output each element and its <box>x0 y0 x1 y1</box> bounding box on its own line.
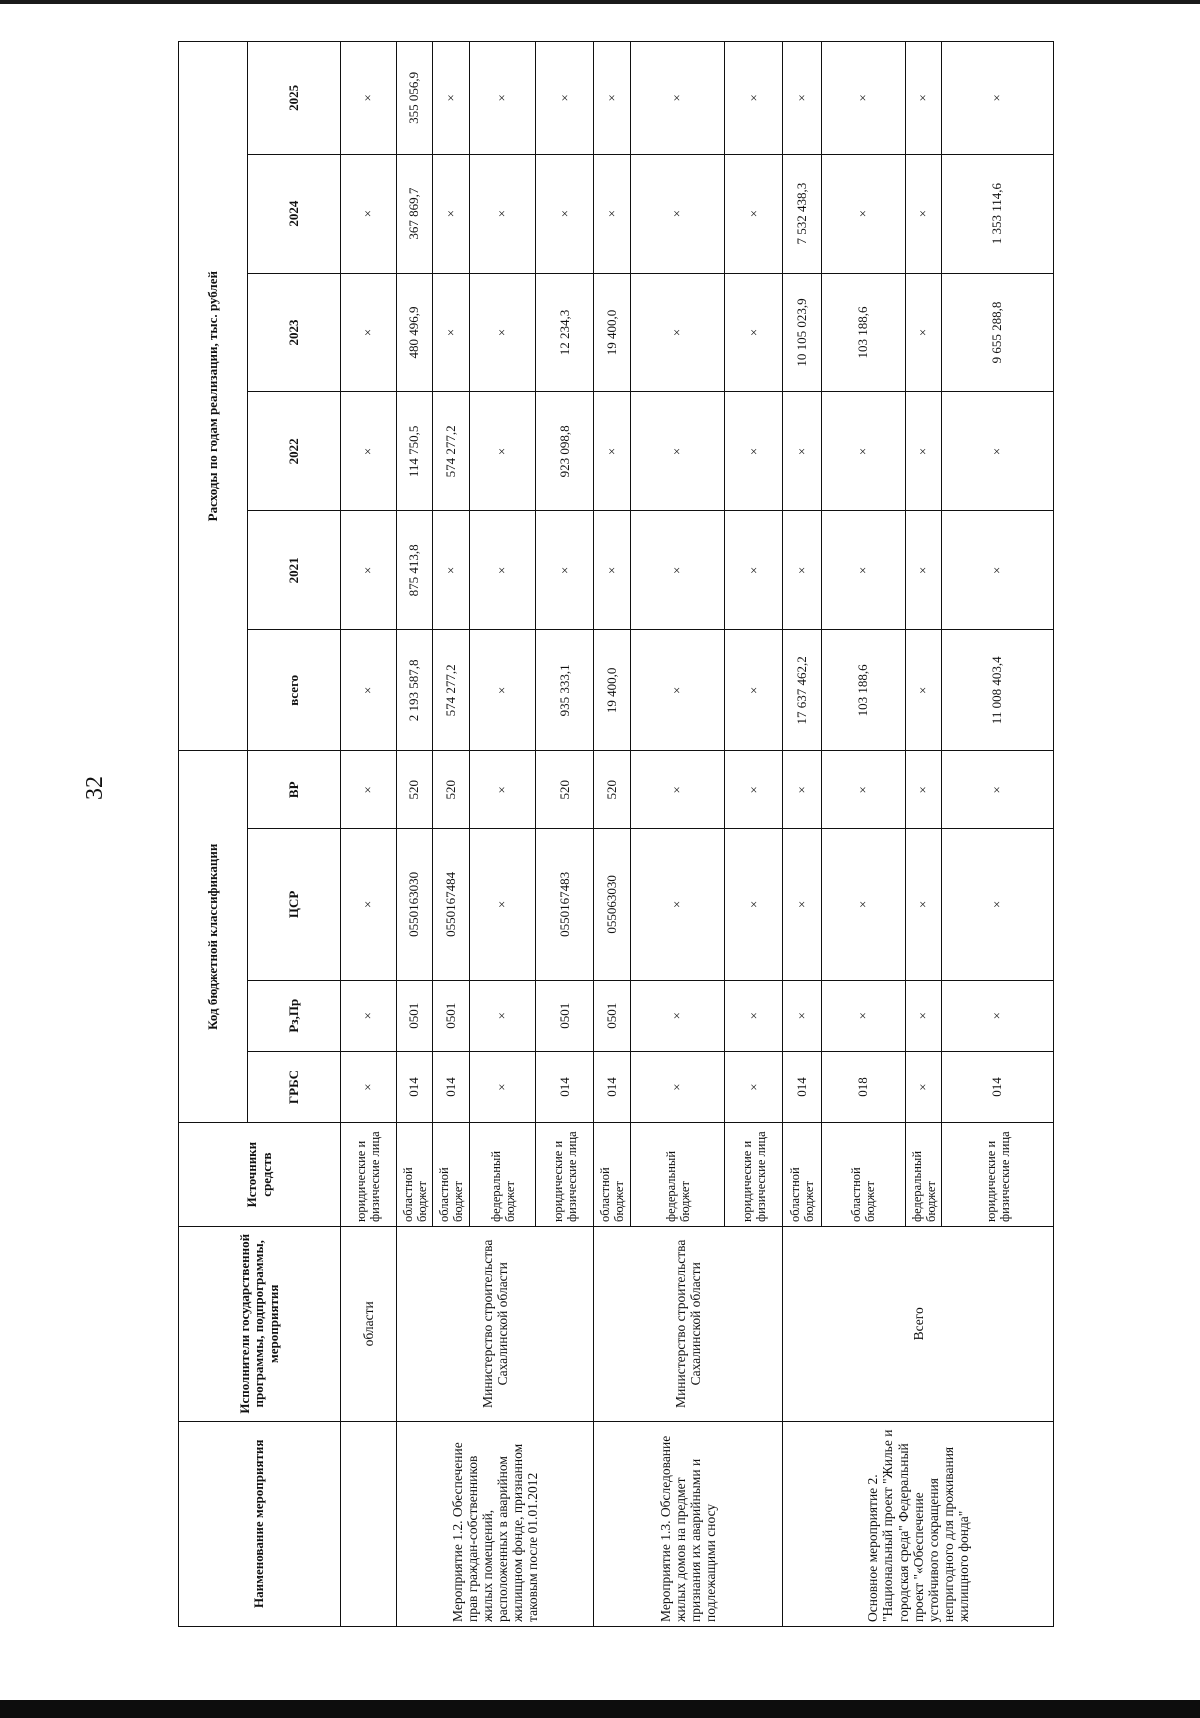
y2024-cell: × <box>536 154 594 273</box>
y2021-cell: × <box>594 511 631 630</box>
header-2022: 2022 <box>248 392 341 511</box>
executor-cell: области <box>341 1227 397 1422</box>
csr-cell: × <box>822 829 906 980</box>
y2025-cell: × <box>725 42 783 155</box>
vr-cell: × <box>905 751 942 829</box>
grbs-cell: × <box>341 1051 397 1122</box>
y2025-cell: × <box>942 42 1054 155</box>
y2025-cell: × <box>822 42 906 155</box>
table-row <box>783 42 822 1627</box>
main-activity-name-2: Основное мероприятие 2. "Национальный проект "Жилье и городская среда" Федеральный проект "«Обеспечение устойчивого сокращения непригодного для проживания жилищного фонда" <box>783 1421 1054 1626</box>
total-cell: × <box>630 630 724 751</box>
y2024-cell: × <box>630 154 724 273</box>
grbs-cell: 014 <box>396 1051 433 1122</box>
vr-cell: 520 <box>536 751 594 829</box>
y2023-cell: × <box>433 273 470 392</box>
grbs-cell: 014 <box>433 1051 470 1122</box>
scan-border-top <box>0 0 1200 4</box>
y2024-cell: × <box>433 154 470 273</box>
y2025-cell: × <box>469 42 536 155</box>
vr-cell: × <box>630 751 724 829</box>
y2024-cell: 1 353 114,6 <box>942 154 1054 273</box>
rzpr-cell: 0501 <box>433 980 470 1051</box>
total-cell: × <box>905 630 942 751</box>
csr-cell: × <box>725 829 783 980</box>
y2024-cell: × <box>594 154 631 273</box>
y2021-cell: × <box>822 511 906 630</box>
y2023-cell: 103 188,6 <box>822 273 906 392</box>
csr-cell: × <box>341 829 397 980</box>
csr-cell: × <box>905 829 942 980</box>
vr-cell: 520 <box>594 751 631 829</box>
scan-border-bottom <box>0 1700 1200 1718</box>
y2022-cell: 923 098,8 <box>536 392 594 511</box>
grbs-cell: 018 <box>822 1051 906 1122</box>
y2021-cell: × <box>905 511 942 630</box>
total-cell: × <box>469 630 536 751</box>
grbs-cell: × <box>469 1051 536 1122</box>
y2024-cell: × <box>469 154 536 273</box>
y2023-cell: × <box>905 273 942 392</box>
y2021-cell: × <box>341 511 397 630</box>
source-cell: областной бюджет <box>594 1123 631 1227</box>
total-cell: 103 188,6 <box>822 630 906 751</box>
header-2023: 2023 <box>248 273 341 392</box>
rzpr-cell: × <box>725 980 783 1051</box>
y2025-cell: × <box>433 42 470 155</box>
rzpr-cell: × <box>822 980 906 1051</box>
csr-cell: × <box>630 829 724 980</box>
y2024-cell: × <box>822 154 906 273</box>
source-cell: юридические и физические лица <box>942 1123 1054 1227</box>
y2025-cell: × <box>594 42 631 155</box>
source-cell: юридические и физические лица <box>536 1123 594 1227</box>
y2021-cell: × <box>942 511 1054 630</box>
page-number: 32 <box>82 776 108 800</box>
y2023-cell: 10 105 023,9 <box>783 273 822 392</box>
total-cell: 935 333,1 <box>536 630 594 751</box>
header-2025: 2025 <box>248 42 341 155</box>
vr-cell: × <box>341 751 397 829</box>
csr-cell: 0550167484 <box>433 829 470 980</box>
vr-cell: × <box>822 751 906 829</box>
y2025-cell: × <box>905 42 942 155</box>
y2021-cell: × <box>783 511 822 630</box>
source-cell: юридические и физические лица <box>341 1123 397 1227</box>
y2023-cell: × <box>341 273 397 392</box>
header-2024: 2024 <box>248 154 341 273</box>
csr-cell: 0550167483 <box>536 829 594 980</box>
y2024-cell: 7 532 438,3 <box>783 154 822 273</box>
y2024-cell: × <box>905 154 942 273</box>
y2022-cell: × <box>822 392 906 511</box>
y2021-cell: × <box>725 511 783 630</box>
y2022-cell: × <box>469 392 536 511</box>
main-activity-executor-2: Всего <box>783 1227 1054 1422</box>
header-2021: 2021 <box>248 511 341 630</box>
activity-executor-1-3: Министерство строительства Сахалинской области <box>594 1227 783 1422</box>
csr-cell: × <box>469 829 536 980</box>
y2023-cell: 9 655 288,8 <box>942 273 1054 392</box>
y2023-cell: 480 496,9 <box>396 273 433 392</box>
budget-table-container <box>178 41 1054 1627</box>
rzpr-cell: 0501 <box>594 980 631 1051</box>
y2025-cell: × <box>341 42 397 155</box>
rzpr-cell: × <box>630 980 724 1051</box>
header-rzpr: Рз,Пр <box>248 980 341 1051</box>
total-cell: 574 277,2 <box>433 630 470 751</box>
y2022-cell: × <box>942 392 1054 511</box>
rzpr-cell: 0501 <box>536 980 594 1051</box>
grbs-cell: 014 <box>536 1051 594 1122</box>
y2023-cell: 19 400,0 <box>594 273 631 392</box>
csr-cell: 0550163030 <box>396 829 433 980</box>
y2022-cell: × <box>630 392 724 511</box>
total-cell: 19 400,0 <box>594 630 631 751</box>
header-total: всего <box>248 630 341 751</box>
csr-cell: × <box>942 829 1054 980</box>
y2022-cell: × <box>725 392 783 511</box>
y2025-cell: × <box>783 42 822 155</box>
source-cell: областной бюджет <box>783 1123 822 1227</box>
y2021-cell: × <box>433 511 470 630</box>
csr-cell: × <box>783 829 822 980</box>
source-cell: областной бюджет <box>822 1123 906 1227</box>
vr-cell: 520 <box>433 751 470 829</box>
rzpr-cell: × <box>905 980 942 1051</box>
y2025-cell: × <box>536 42 594 155</box>
table-row <box>341 42 397 1627</box>
source-cell: областной бюджет <box>396 1123 433 1227</box>
rzpr-cell: × <box>942 980 1054 1051</box>
y2024-cell: × <box>341 154 397 273</box>
grbs-cell: 014 <box>783 1051 822 1122</box>
rzpr-cell: × <box>341 980 397 1051</box>
header-bk-code: Код бюджетной классификации <box>179 751 248 1123</box>
y2022-cell: × <box>341 392 397 511</box>
activity-executor-1-2: Министерство строительства Сахалинской области <box>396 1227 594 1422</box>
source-cell: областной бюджет <box>433 1123 470 1227</box>
y2024-cell: × <box>725 154 783 273</box>
rzpr-cell: 0501 <box>396 980 433 1051</box>
y2021-cell: × <box>469 511 536 630</box>
source-cell: юридические и физические лица <box>725 1123 783 1227</box>
grbs-cell: × <box>905 1051 942 1122</box>
y2023-cell: × <box>725 273 783 392</box>
y2023-cell: × <box>469 273 536 392</box>
vr-cell: × <box>725 751 783 829</box>
vr-cell: × <box>783 751 822 829</box>
total-cell: × <box>725 630 783 751</box>
y2022-cell: 114 750,5 <box>396 392 433 511</box>
grbs-cell: × <box>725 1051 783 1122</box>
total-cell: 11 008 403,4 <box>942 630 1054 751</box>
grbs-cell: × <box>630 1051 724 1122</box>
vr-cell: × <box>469 751 536 829</box>
table-row <box>594 42 631 1627</box>
grbs-cell: 014 <box>594 1051 631 1122</box>
y2022-cell: × <box>905 392 942 511</box>
y2024-cell: 367 869,7 <box>396 154 433 273</box>
y2021-cell: 875 413,8 <box>396 511 433 630</box>
budget-table <box>178 41 1054 1627</box>
name-cell <box>341 1421 397 1626</box>
header-executor: Исполнители государственной программы, подпрограммы, мероприятия <box>179 1227 341 1422</box>
vr-cell: × <box>942 751 1054 829</box>
y2025-cell: × <box>630 42 724 155</box>
header-name: Наименование мероприятия <box>179 1421 341 1626</box>
y2023-cell: 12 234,3 <box>536 273 594 392</box>
header-vr: ВР <box>248 751 341 829</box>
y2023-cell: × <box>630 273 724 392</box>
y2022-cell: × <box>594 392 631 511</box>
y2021-cell: × <box>536 511 594 630</box>
vr-cell: 520 <box>396 751 433 829</box>
total-cell: 17 637 462,2 <box>783 630 822 751</box>
activity-name-1-3: Мероприятие 1.3. Обследование жилых домов на предмет признания их аварийными и подлежащими сносу <box>594 1421 783 1626</box>
y2022-cell: × <box>783 392 822 511</box>
header-expenses: Расходы по годам реализации, тыс. рублей <box>179 42 248 751</box>
total-cell: 2 193 587,8 <box>396 630 433 751</box>
y2021-cell: × <box>630 511 724 630</box>
rzpr-cell: × <box>783 980 822 1051</box>
rzpr-cell: × <box>469 980 536 1051</box>
source-cell: федеральный бюджет <box>630 1123 724 1227</box>
source-cell: федеральный бюджет <box>469 1123 536 1227</box>
header-grbs: ГРБС <box>248 1051 341 1122</box>
csr-cell: 055063030 <box>594 829 631 980</box>
source-cell: федеральный бюджет <box>905 1123 942 1227</box>
header-csr: ЦСР <box>248 829 341 980</box>
grbs-cell: 014 <box>942 1051 1054 1122</box>
total-cell: × <box>341 630 397 751</box>
table-row <box>396 42 433 1627</box>
header-sources: Источники средств <box>179 1123 341 1227</box>
y2025-cell: 355 056,9 <box>396 42 433 155</box>
y2022-cell: 574 277,2 <box>433 392 470 511</box>
activity-name-1-2: Мероприятие 1.2. Обеспечение прав граждан-собственников жилых помещений, расположенных в аварийном жилищном фонде, признанном таковым после 01.01.2012 <box>396 1421 594 1626</box>
